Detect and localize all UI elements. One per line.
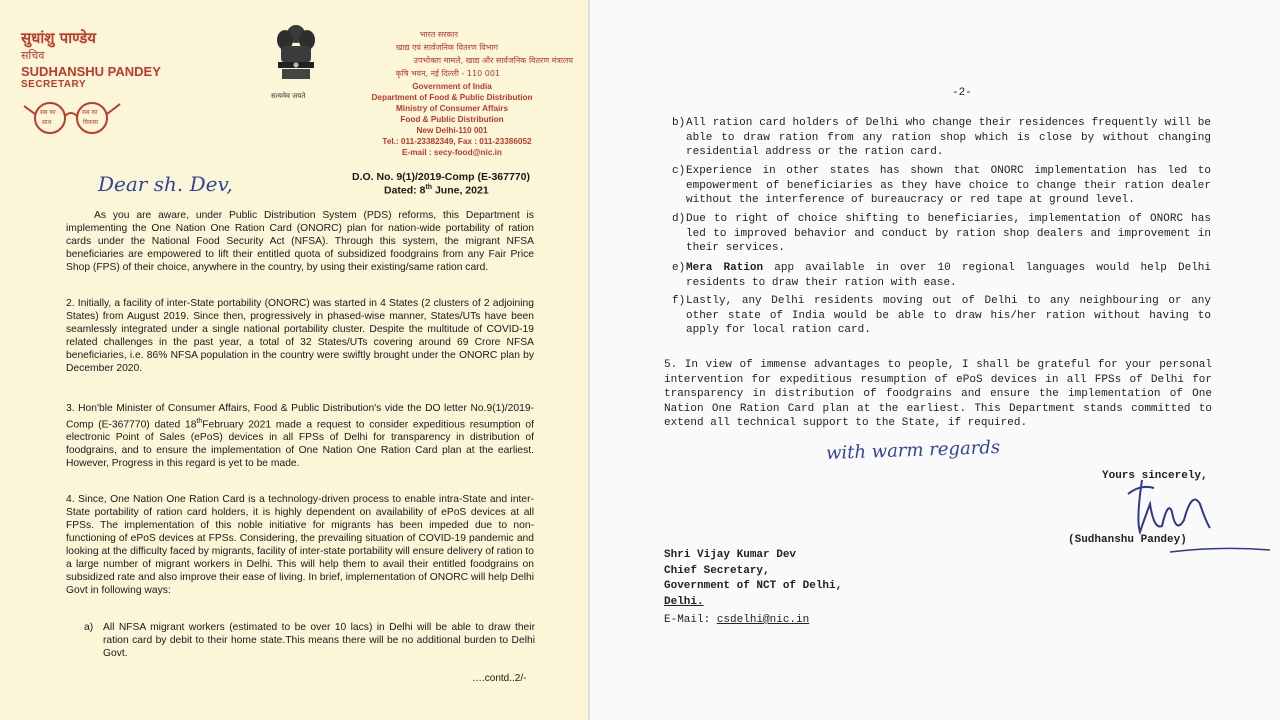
stamp-text-3: सब का bbox=[82, 109, 98, 116]
item-e bbox=[672, 261, 1211, 290]
date-prefix: Dated: 8 bbox=[384, 184, 426, 197]
item-e-label: e) bbox=[672, 262, 686, 274]
stamp-text-4: विकास bbox=[83, 119, 99, 126]
addressee-block bbox=[664, 548, 842, 610]
paragraph-1: As you are aware, under Public Distribution System (PDS) reforms, this Department is implementing the One Nation One Ration Card (ONORC) plan for nation-wide portability of ration cards under the National Food Security Act (NFSA). Through this system, the migrant NFSA beneficiaries are empowered to lift their entitled quota of subsidized foodgrains from any Fair Price Shop (FPS) of their choice, anywhere in the country, by using their existing/same ration card. bbox=[66, 210, 534, 273]
item-e-text: app available in over 10 regional languages would help Delhi residents to draw their ration with ease. bbox=[686, 262, 1211, 289]
dept-en-line-1: Government of India bbox=[412, 82, 492, 91]
item-a-label: a) bbox=[84, 622, 94, 633]
signatory-name: (Sudhanshu Pandey) bbox=[1068, 534, 1187, 546]
swachh-bharat-logo bbox=[20, 96, 130, 140]
item-b-label: b) bbox=[672, 117, 686, 129]
handwritten-regards: with warm regards bbox=[825, 436, 1001, 465]
item-e-body bbox=[686, 261, 1211, 290]
do-number: D.O. No. 9(1)/2019-Comp (E-367770) bbox=[352, 171, 530, 183]
dept-hindi-line-1: भारत सरकार bbox=[419, 30, 458, 39]
item-b bbox=[672, 116, 1211, 160]
item-d bbox=[672, 212, 1211, 256]
date-sup: th bbox=[425, 184, 433, 191]
item-d-text: Due to right of choice shifting to beneficiaries, implementation of ONORC has led to improved behavior and conduct by ration shop dealers and improvement in their services. bbox=[686, 213, 1211, 254]
para3-part-b: February 2021 made a request to consider expeditious resumption of electronic Point of Sales (ePoS) devices in all FPSs of Delhi for transparency in distribution of foodgrains, and to ensure the implementation of One Nation One Ration Card plan at the earliest. However, Progress in this regard is yet to be made. bbox=[66, 419, 534, 470]
paragraph-4: 4. Since, One Nation One Ration Card is a technology-driven process to enable intra-State and inter-State portability of ration card holders, it is highly dependent on availability of ePoS devices at all FPSs. The implementation of this noble initiative for migrants has been impeded due to non-functioning of ePoS devices at FPSs. Considering, the prevailing situation of COVID-19 pandemic and looking at the difficulty faced by migrants, facility of inter-state portability will ensure delivery of ration to a large number of migrant workers in Delhi. This will help them to avail their entitled foodgrains on subsidized rate and also improve their ease of living. In brief, implementation of ONORC will help Delhi Govt in following ways: bbox=[66, 494, 534, 596]
addressee-line-2: Chief Secretary, bbox=[664, 564, 770, 577]
date-suffix: June, 2021 bbox=[432, 184, 489, 197]
addressee-line-3: Government of NCT of Delhi, bbox=[664, 580, 843, 592]
sender-title: SECRETARY bbox=[21, 79, 87, 90]
addressee-line-4: Delhi. bbox=[664, 595, 704, 608]
item-f-label: f) bbox=[672, 295, 686, 307]
para3-sup: th bbox=[196, 418, 203, 425]
handwritten-salutation: Dear sh. Dev, bbox=[98, 172, 233, 196]
item-c-label: c) bbox=[672, 165, 686, 177]
dept-hindi-line-2: खाद्य एवं सार्वजनिक वितरण विभाग bbox=[395, 43, 498, 52]
item-e-bold: Mera Ration bbox=[686, 262, 764, 274]
dept-en-line-2: Department of Food & Public Distribution bbox=[371, 93, 533, 102]
stamp-text-1: सब का bbox=[40, 109, 56, 116]
stamp-text-2: साथ bbox=[42, 119, 52, 126]
dept-en-line-5: New Delhi-110 001 bbox=[416, 126, 488, 135]
paragraph-3 bbox=[66, 402, 534, 470]
addressee-line-1: Shri Vijay Kumar Dev bbox=[664, 549, 797, 561]
item-b-text: All ration card holders of Delhi who change their residences frequently will be able to draw ration from any ration shop which is close by without changing residential address or the ration card. bbox=[686, 117, 1211, 158]
paragraph-2: 2. Initially, a facility of inter-State portability (ONORC) was started in 4 States (2 clusters of 2 adjoining States) from August 2019. Since then, progressively in phased-wise manner, States/UTs have been seamlessly integrated under a single national portability cluster. Despite the multitude of COVID-19 related challenges in the past year, a total of 32 States/UTs covering around 69 Crore NFSA beneficiaries, i.e. 86% NFSA population in the country were swiftly brought under the ONORC plan by December 2020. bbox=[66, 298, 534, 374]
closing: Yours sincerely, bbox=[1102, 470, 1208, 482]
item-a-text: All NFSA migrant workers (estimated to be over 10 lacs) in Delhi will be able to draw their ration card by debit to their home state.This means there will be no additional burden to Delhi Govt. bbox=[103, 622, 535, 659]
dept-en-line-3: Ministry of Consumer Affairs bbox=[395, 104, 509, 113]
item-c bbox=[672, 164, 1211, 208]
dept-en-line-6: Tel.: 011-23382349, Fax : 011-23386052 bbox=[382, 137, 532, 146]
emblem-motto: सत्यमेव जयते bbox=[271, 92, 306, 100]
dept-en-line-4: Food & Public Distribution bbox=[400, 115, 504, 124]
letter-date bbox=[384, 184, 489, 197]
para3-part-a: 3. Hon'ble Minister of Consumer Affairs, Food & Public Distribution's vide the DO letter No.9(1)/2019-Comp (E-367770) dated 18 bbox=[66, 403, 534, 431]
dept-en-line-7: E-mail : secy-food@nic.in bbox=[402, 148, 502, 157]
item-f-text: Lastly, any Delhi residents moving out of Delhi to any neighbouring or any other state of India would be able to draw his/her ration without having to apply for local ration card. bbox=[686, 295, 1211, 336]
dept-hindi-block bbox=[268, 28, 573, 80]
sender-name-hindi: सुधांशु पाण्डेय bbox=[21, 29, 96, 47]
page-number: -2- bbox=[952, 87, 972, 99]
dept-hindi-line-3: उपभोक्ता मामले, खाद्य और सार्वजनिक वितरण मंत्रालय bbox=[413, 56, 573, 65]
paragraph-5: 5. In view of immense advantages to people, I shall be grateful for your personal intervention for expeditious resumption of ePoS devices in all FPSs of Delhi for transparency in distribution of foodgrains and ensure the implementation of One Nation One Ration Card plan at the earliest. This Department stands committed to extend all technical support to the State, if required. bbox=[664, 359, 1212, 429]
continued-note: ….contd..2/- bbox=[472, 673, 527, 684]
addressee-email bbox=[664, 613, 809, 628]
item-f bbox=[672, 294, 1211, 338]
letter-page-2 bbox=[590, 0, 1280, 720]
email-label: E-Mail: bbox=[664, 614, 717, 626]
item-c-text: Experience in other states has shown that ONORC implementation has led to empowerment of beneficiaries as they have choice to change their ration dealer without the interference of bureaucracy or red tape at ground level. bbox=[686, 165, 1211, 206]
item-d-label: d) bbox=[672, 213, 686, 225]
email-address[interactable]: csdelhi@nic.in bbox=[716, 614, 810, 626]
letter-page-1 bbox=[0, 0, 588, 720]
dept-english-block bbox=[352, 81, 552, 158]
dept-hindi-line-4: कृषि भवन, नई दिल्ली - 110 001 bbox=[395, 69, 500, 78]
sender-title-hindi: सचिव bbox=[21, 49, 45, 62]
sender-name: SUDHANSHU PANDEY bbox=[21, 64, 161, 79]
